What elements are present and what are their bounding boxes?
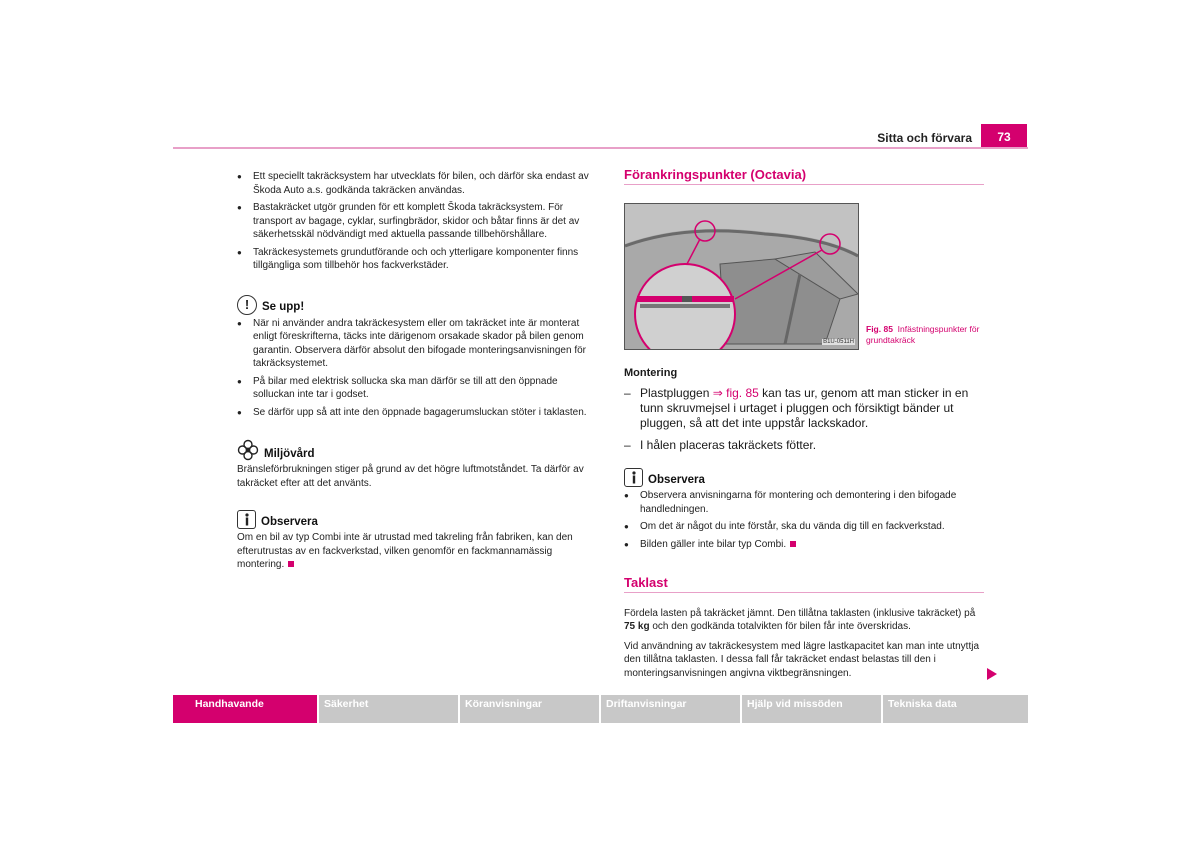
list-item: ● Ett speciellt takräcksystem har utvecklats för bilen, och därför ska endast av Škoda Auto a.s. godkända takräcken användas. — [237, 170, 597, 197]
list-item: ● Se därför upp så att inte den öppnade bagagerumsluckan stöter i taklasten. — [237, 406, 597, 420]
figure-code: B1U-0511H — [823, 339, 854, 345]
section-title-roof-load: Taklast — [624, 576, 984, 593]
chapter-nav — [173, 695, 1028, 723]
taklast-paragraph: Fördela lasten på takräcket jämnt. Den tillåtna taklasten (inklusive takräcket) på 75 kg och den godkända totalvikten för bilen får inte överskridas. — [624, 607, 976, 632]
environment-title: Miljövård — [264, 447, 315, 460]
figure-caption-text: Infästningspunkter för grundtakräck — [866, 324, 980, 345]
note-text: Om en bil av typ Combi inte är utrustad med takreling från fabriken, kan den efterutrustas av en fackverkstad, vilken genomför en fackmannamässig montering. — [237, 532, 573, 570]
taklast-paragraph: Vid användning av takräckesystem med lägre lastkapacitet kan man inte utnyttja den tillåtna taklasten. I dessa fall får takräcket endast belastas till den i monteringsanvisningen angivna viktbegränsningen. — [624, 640, 980, 679]
figure-caption — [866, 324, 986, 345]
end-marker — [288, 561, 294, 567]
figure-reference-link[interactable]: ⇒ fig. 85 — [712, 386, 759, 400]
tab-sakerhet[interactable]: Säkerhet — [319, 695, 460, 723]
page-number: 73 — [981, 124, 1027, 149]
figure-caption-number: Fig. 85 — [866, 324, 893, 334]
montering-step: – Plastpluggen ⇒ fig. 85 kan tas ur, genom att man sticker in en tunn skruvmejsel i urtaget i pluggen och försiktigt bänder ut pluggen, så att det inte uppstår lackskador. — [624, 386, 969, 430]
list-item: ● Takräckesystemets grundutförande och och ytterligare komponenter finns tillgängliga som tillbehör hos fackverkstäder. — [237, 246, 597, 273]
header-rule — [173, 147, 1028, 149]
list-item: ● När ni använder andra takräckesystem eller om takräcket inte är monterat enligt föreskrifterna, täcks inte därigenom orsakade skador på bilen genom garantin. Observera därför absolut den bifogade monteringsanvisningen för takräcksystemet. — [237, 317, 597, 371]
tab-koranvisningar[interactable]: Köranvisningar — [460, 695, 601, 723]
note-heading — [237, 510, 597, 529]
list-item: ● Observera anvisningarna för montering och demontering i den bifogade handledningen. — [624, 489, 986, 516]
tab-hjalp-vid-missoden[interactable]: Hjälp vid missöden — [742, 695, 883, 723]
note-heading — [624, 468, 986, 487]
tab-handhavande[interactable]: Handhavande — [173, 695, 319, 723]
environment-text: Bränsleförbrukningen stiger på grund av det högre luftmotståndet. Ta därför av takräcket efter att det använts. — [237, 464, 584, 489]
info-icon — [624, 468, 643, 487]
figure-85 — [624, 203, 859, 350]
taklast-section — [624, 576, 984, 684]
tab-driftanvisningar[interactable]: Driftanvisningar — [601, 695, 742, 723]
note-title: Observera — [648, 473, 705, 486]
info-icon — [237, 510, 256, 529]
montering-title: Montering — [624, 367, 678, 379]
end-marker — [790, 541, 796, 547]
left-column — [237, 170, 597, 576]
list-item: ● Bilden gäller inte bilar typ Combi. — [624, 538, 986, 552]
environment-heading — [237, 439, 597, 461]
note-title: Observera — [261, 515, 318, 528]
caution-title: Se upp! — [262, 301, 305, 313]
list-item: ● Bastakräcket utgör grunden för ett komplett Škoda takräcksystem. För transport av bagage, cyklar, surfingbrädor, skidor och båtar finns är det av säkerhetsskäl nödvändigt med aktuella passande tillbehörshållare. — [237, 201, 597, 242]
tab-tekniska-data[interactable]: Tekniska data — [883, 695, 1028, 723]
right-column — [624, 168, 984, 185]
caution-heading — [237, 295, 597, 315]
list-item: ● På bilar med elektrisk sollucka ska man därför se till att den öppnade solluckan inte tar i godset. — [237, 375, 597, 402]
right-note — [624, 468, 986, 555]
continue-arrow-icon — [987, 668, 997, 680]
roof-anchor-illustration — [625, 204, 858, 349]
list-item: ● Om det är något du inte förstår, ska du vända dig till en fackverkstad. — [624, 520, 986, 534]
flower-icon — [237, 439, 259, 461]
exclamation-icon: ! — [237, 295, 257, 315]
montering-block — [624, 366, 986, 453]
montering-step: – I hålen placeras takräckets fötter. — [624, 438, 817, 452]
running-header-title: Sitta och förvara — [877, 131, 972, 145]
section-title-anchor-points: Förankringspunkter (Octavia) — [624, 168, 984, 185]
